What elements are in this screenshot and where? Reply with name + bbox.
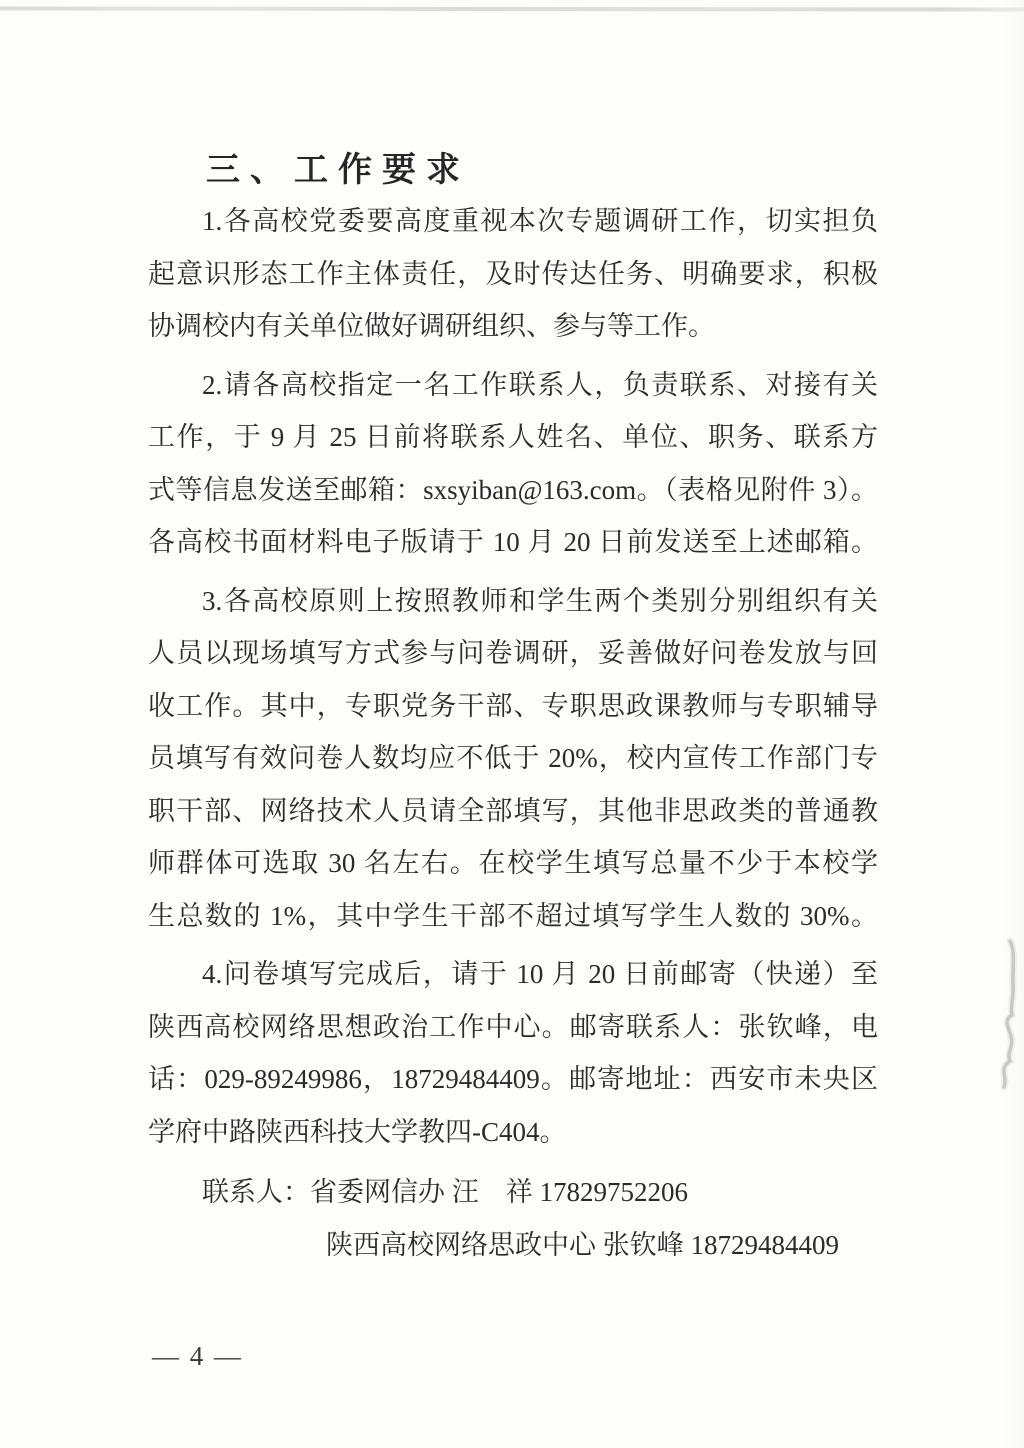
text-line: 3.各高校原则上按照教师和学生两个类别分别组织有关 [202,585,878,616]
text-line: 生总数的 1%，其中学生干部不超过填写学生人数的 30%。 [148,900,878,931]
paragraph-2 [148,359,878,569]
text-line: 人员以现场填写方式参与问卷调研，妥善做好问卷发放与回 [148,638,878,668]
text-line: 4.问卷填写完成后，请于 10 月 20 日前邮寄（快递）至 [202,959,878,989]
text-line: 工作，于 9 月 25 日前将联系人姓名、单位、职务、联系方 [148,422,878,452]
text-line-address: 学府中路陕西科技大学教四-C404。 [148,1116,567,1147]
paragraph-1 [148,195,878,353]
text-line: 收工作。其中，专职党务干部、专职思政课教师与专职辅导 [148,690,878,721]
text-line: 1.各高校党委要高度重视本次专题调研工作，切实担负 [202,206,878,236]
text-line: 各高校书面材料电子版请于 10 月 20 日前发送至上述邮箱。 [148,527,878,557]
contact-line-wangxiang: 联系人：省委网信办 汪 祥 17829752206 [202,1177,688,1207]
section-heading: 三、工作要求 [206,151,470,189]
paragraph-4 [148,948,878,1158]
text-line-with-phone: 话：029-89249986，18729484409。邮寄地址：西安市未央区 [148,1064,878,1094]
text-line: 协调校内有关单位做好调研组织、参与等工作。 [148,311,715,341]
scan-artifact-right-edge-shade [1002,0,1024,1448]
document-body [148,0,878,1271]
text-line: 职干部、网络技术人员请全部填写，其他非思政类的普通教 [148,795,878,826]
text-line: 起意识形态工作主体责任，及时传达任务、明确要求，积极 [148,258,878,289]
page-number: — 4 — [152,1341,243,1371]
contact-block [148,1166,878,1271]
paragraph-3 [148,575,878,943]
contact-line-zhangqinfeng: 陕西高校网络思政中心 张钦峰 18729484409 [326,1229,839,1260]
text-line: 陕西高校网络思想政治工作中心。邮寄联系人：张钦峰，电 [148,1011,878,1042]
text-line: 员填写有效问卷人数均应不低于 20%，校内宣传工作部门专 [148,743,878,773]
text-line-with-email: 式等信息发送至邮箱：sxsyiban@163.com。（表格见附件 3）。 [148,474,878,505]
text-line: 师群体可选取 30 名左右。在校学生填写总量不少于本校学 [148,848,878,878]
scan-artifact-fold-mark [988,935,1022,1105]
text-line: 2.请各高校指定一名工作联系人，负责联系、对接有关 [202,369,878,400]
